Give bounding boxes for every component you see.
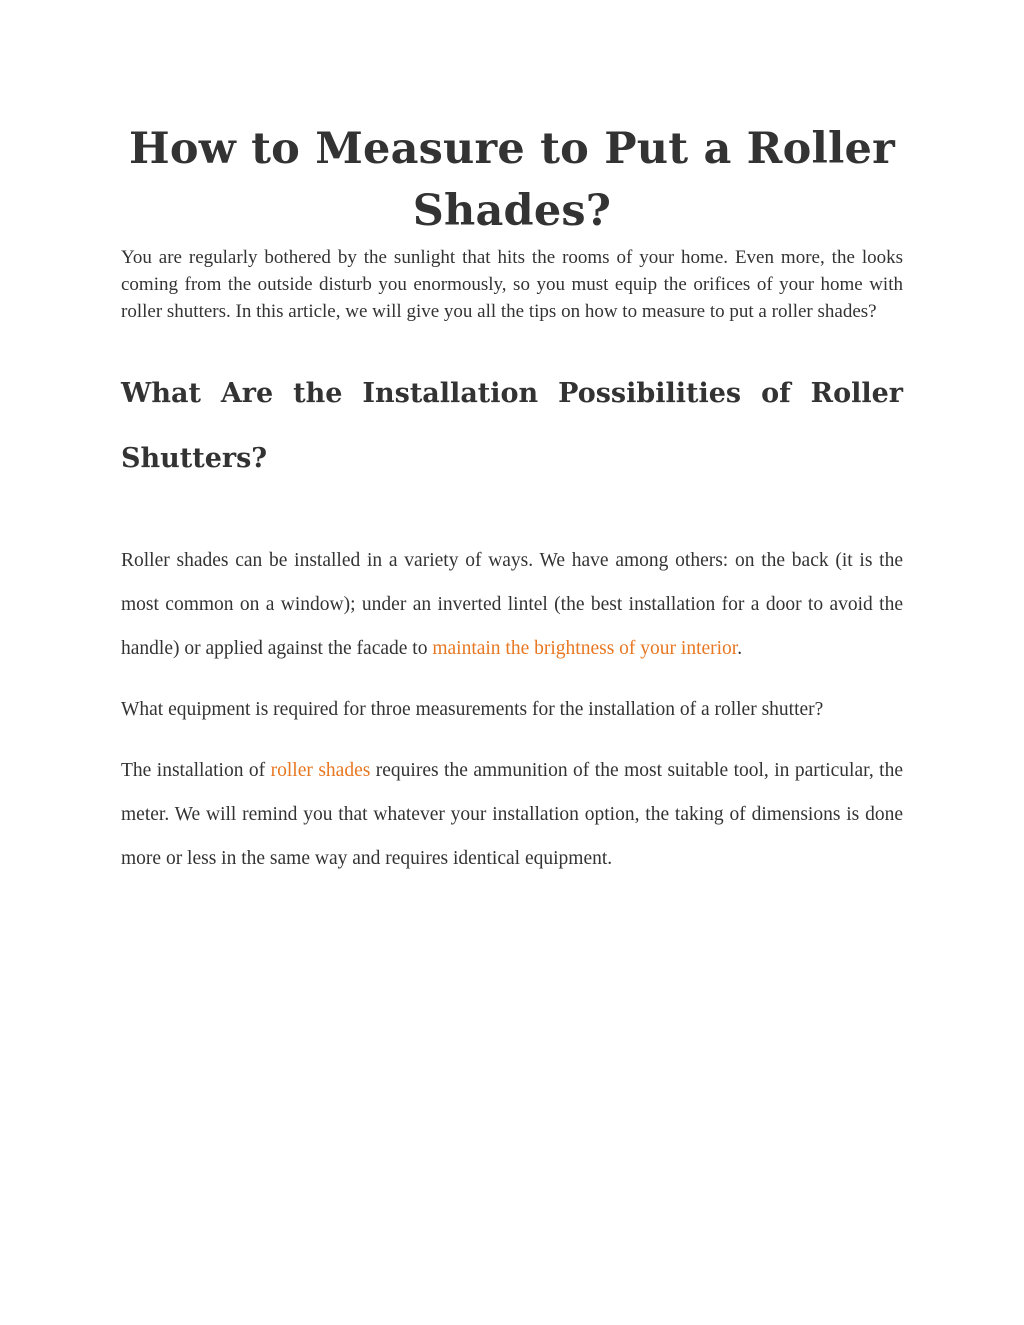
tool-paragraph-start: The installation of <box>121 760 271 781</box>
intro-paragraph: You are regularly bothered by the sunlight that hits the rooms of your home. Even more, the looks coming from the outside disturb you enormously, so you must equip the orifices of your home with roller shutters. In this article, we will give you all the tips on how to measure to put a roller shades? <box>121 247 903 322</box>
equipment-question: What equipment is required for throe measurements for the installation of a roller shutter? <box>121 699 824 720</box>
tool-paragraph <box>121 749 903 881</box>
installation-paragraph-text: Roller shades can be installed in a variety of ways. We have among others: on the back (it is the most common on a window); under an inverted lintel (the best installation for a door to avoid the handle) or applied against the facade to <box>121 550 903 659</box>
roller-shades-link[interactable]: roller shades <box>270 760 371 781</box>
page-title: How to Measure to Put a Roller Shades? <box>129 124 895 236</box>
tool-paragraph-text: requires the ammunition of the most suitable tool, in particular, the meter. We will remind you that whatever your installation option, the taking of dimensions is done more or less in the same way and requires identical equipment. <box>121 760 903 869</box>
installation-paragraph <box>121 539 903 671</box>
brightness-link[interactable]: maintain the brightness of your interior <box>432 638 738 659</box>
section-heading: What Are the Installation Possibilities of Roller Shutters? <box>121 378 903 474</box>
article <box>121 0 903 881</box>
installation-paragraph-end: . <box>737 638 743 659</box>
